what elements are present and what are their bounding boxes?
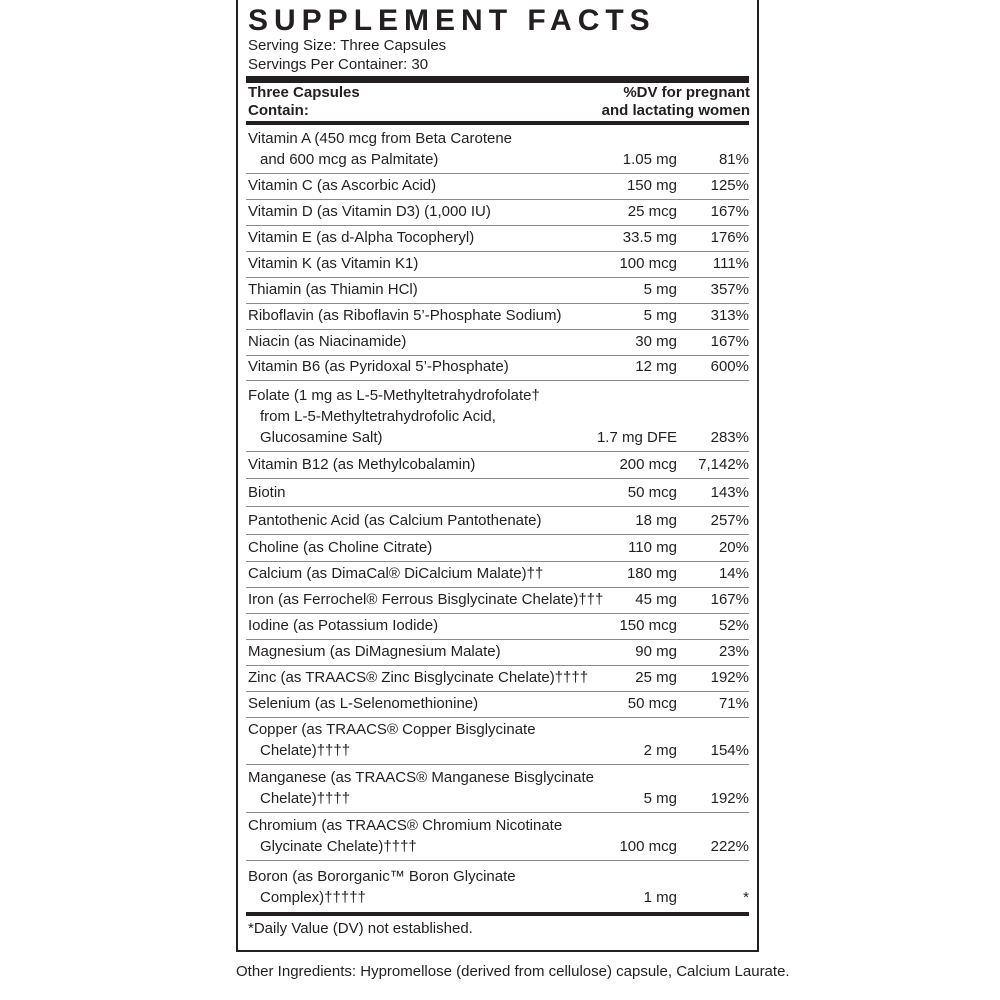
header-right-line1: %DV for pregnant bbox=[623, 84, 750, 101]
nutrient-amount: 150 mg bbox=[626, 177, 677, 194]
nutrient-amount: 1.7 mg DFE bbox=[596, 429, 677, 446]
nutrient-name bbox=[248, 719, 536, 761]
nutrient-name-line: Glycinate Chelate)†††† bbox=[260, 838, 417, 855]
nutrient-name bbox=[248, 454, 475, 475]
nutrient-row bbox=[246, 252, 749, 278]
nutrient-row bbox=[246, 692, 749, 718]
nutrient-daily-value: 23% bbox=[718, 643, 749, 660]
nutrient-row bbox=[246, 562, 749, 588]
nutrient-amount: 5 mg bbox=[643, 790, 677, 807]
nutrient-row bbox=[246, 614, 749, 640]
nutrient-name bbox=[248, 279, 418, 300]
nutrient-daily-value: 313% bbox=[710, 307, 749, 324]
nutrient-name bbox=[248, 563, 543, 584]
nutrient-name-line: Zinc (as TRAACS® Zinc Bisglycinate Chelate)†††† bbox=[248, 669, 589, 686]
nutrient-row bbox=[246, 861, 749, 912]
nutrient-name bbox=[248, 331, 406, 352]
other-ingredients: Other Ingredients: Hypromellose (derived from cellulose) capsule, Calcium Laurate. bbox=[236, 963, 790, 980]
nutrient-name-line: Niacin (as Niacinamide) bbox=[248, 333, 407, 350]
nutrient-name-line: Vitamin K (as Vitamin K1) bbox=[248, 255, 419, 272]
nutrient-amount: 1.05 mg bbox=[622, 151, 677, 168]
nutrient-daily-value: 357% bbox=[710, 281, 749, 298]
nutrient-name-line: Iodine (as Potassium Iodide) bbox=[248, 617, 439, 634]
nutrient-name bbox=[248, 482, 286, 503]
nutrient-row bbox=[246, 125, 749, 174]
nutrient-name-line: Vitamin E (as d-Alpha Tocopheryl) bbox=[248, 229, 475, 246]
nutrient-row bbox=[246, 588, 749, 614]
nutrient-name-line: Vitamin D (as Vitamin D3) (1,000 IU) bbox=[248, 203, 491, 220]
nutrient-name bbox=[248, 537, 432, 558]
nutrient-row bbox=[246, 507, 749, 535]
nutrient-amount: 180 mg bbox=[626, 565, 677, 582]
servings-per-container: Servings Per Container: 30 bbox=[248, 56, 429, 73]
nutrient-daily-value: 14% bbox=[718, 565, 749, 582]
nutrient-name-line: Chelate)†††† bbox=[260, 790, 351, 807]
nutrient-name bbox=[248, 866, 516, 908]
nutrient-daily-value: * bbox=[743, 889, 749, 906]
nutrient-amount: 100 mcg bbox=[619, 838, 677, 855]
nutrient-daily-value: 167% bbox=[710, 203, 749, 220]
nutrient-daily-value: 81% bbox=[718, 151, 749, 168]
nutrient-name bbox=[248, 615, 438, 636]
nutrient-daily-value: 111% bbox=[712, 255, 749, 272]
nutrient-amount: 90 mg bbox=[635, 643, 677, 660]
nutrient-name bbox=[248, 201, 491, 222]
nutrient-row bbox=[246, 535, 749, 562]
nutrient-name-line: Riboflavin (as Riboflavin 5’-Phosphate Sodium) bbox=[248, 307, 562, 324]
supplement-facts-panel bbox=[236, 0, 759, 952]
nutrient-name bbox=[248, 641, 501, 662]
nutrient-daily-value: 52% bbox=[718, 617, 749, 634]
nutrient-name bbox=[248, 667, 588, 688]
nutrient-amount: 1 mg bbox=[643, 889, 677, 906]
nutrient-name-line: Calcium (as DimaCal® DiCalcium Malate)†† bbox=[248, 565, 544, 582]
nutrient-name-line: Biotin bbox=[248, 484, 286, 501]
nutrient-name bbox=[248, 253, 418, 274]
nutrient-name-line: Pantothenic Acid (as Calcium Pantothenate) bbox=[248, 512, 542, 529]
nutrient-daily-value: 167% bbox=[710, 591, 749, 608]
nutrient-amount: 50 mcg bbox=[627, 484, 677, 501]
nutrient-amount: 25 mcg bbox=[627, 203, 677, 220]
nutrient-row bbox=[246, 718, 749, 765]
nutrient-row bbox=[246, 304, 749, 330]
nutrient-name bbox=[248, 305, 562, 326]
nutrient-daily-value: 176% bbox=[710, 229, 749, 246]
nutrient-name bbox=[248, 510, 542, 531]
nutrient-name bbox=[248, 128, 512, 170]
nutrient-name bbox=[248, 767, 594, 809]
nutrient-daily-value: 192% bbox=[710, 669, 749, 686]
nutrient-daily-value: 20% bbox=[718, 539, 749, 556]
nutrient-row bbox=[246, 666, 749, 692]
nutrient-amount: 50 mcg bbox=[627, 695, 677, 712]
header-left-line2: Contain: bbox=[248, 102, 309, 119]
nutrient-amount: 5 mg bbox=[643, 281, 677, 298]
nutrient-daily-value: 257% bbox=[710, 512, 749, 529]
nutrient-daily-value: 154% bbox=[710, 742, 749, 759]
nutrient-name-line: Copper (as TRAACS® Copper Bisglycinate bbox=[248, 721, 536, 738]
nutrient-amount: 100 mcg bbox=[619, 255, 677, 272]
nutrient-amount: 200 mcg bbox=[619, 456, 677, 473]
nutrient-daily-value: 125% bbox=[710, 177, 749, 194]
header-left-line1: Three Capsules bbox=[248, 84, 360, 101]
thick-divider-bottom bbox=[246, 912, 749, 916]
nutrient-name-line: Folate (1 mg as L-5-Methyltetrahydrofolate† bbox=[248, 387, 540, 404]
nutrient-name-line: from L-5-Methyltetrahydrofolic Acid, bbox=[260, 408, 496, 425]
nutrient-daily-value: 71% bbox=[718, 695, 749, 712]
nutrient-name-line: Vitamin B12 (as Methylcobalamin) bbox=[248, 456, 476, 473]
nutrient-amount: 30 mg bbox=[635, 333, 677, 350]
nutrient-amount: 45 mg bbox=[635, 591, 677, 608]
nutrient-row bbox=[246, 381, 749, 452]
nutrient-daily-value: 600% bbox=[710, 358, 749, 375]
nutrient-amount: 150 mcg bbox=[619, 617, 677, 634]
nutrient-amount: 110 mg bbox=[628, 539, 677, 556]
nutrient-daily-value: 167% bbox=[710, 333, 749, 350]
nutrient-row bbox=[246, 479, 749, 507]
nutrient-row bbox=[246, 174, 749, 200]
nutrient-name-line: Thiamin (as Thiamin HCl) bbox=[248, 281, 418, 298]
nutrient-row bbox=[246, 356, 749, 381]
nutrient-row bbox=[246, 226, 749, 252]
nutrient-amount: 18 mg bbox=[635, 512, 677, 529]
nutrient-row bbox=[246, 200, 749, 226]
nutrient-name-line: and 600 mcg as Palmitate) bbox=[260, 151, 439, 168]
nutrient-name bbox=[248, 589, 603, 610]
nutrient-name-line: Magnesium (as DiMagnesium Malate) bbox=[248, 643, 501, 660]
nutrient-name-line: Chelate)†††† bbox=[260, 742, 351, 759]
nutrient-amount: 33.5 mg bbox=[622, 229, 677, 246]
nutrient-name bbox=[248, 175, 436, 196]
nutrient-amount: 12 mg bbox=[635, 358, 677, 375]
nutrient-amount: 2 mg bbox=[643, 742, 677, 759]
nutrient-name-line: Iron (as Ferrochel® Ferrous Bisglycinate Chelate)††† bbox=[248, 591, 604, 608]
nutrient-name bbox=[248, 693, 478, 714]
nutrient-name-line: Selenium (as L-Selenomethionine) bbox=[248, 695, 479, 712]
nutrient-row bbox=[246, 765, 749, 813]
nutrient-daily-value: 192% bbox=[710, 790, 749, 807]
nutrient-row bbox=[246, 452, 749, 479]
thick-divider-top bbox=[246, 76, 749, 83]
nutrient-name-line: Manganese (as TRAACS® Manganese Bisglycinate bbox=[248, 769, 594, 786]
nutrient-daily-value: 7,142% bbox=[698, 456, 749, 473]
nutrient-name-line: Glucosamine Salt) bbox=[260, 429, 383, 446]
nutrient-name bbox=[248, 227, 474, 248]
nutrient-name-line: Choline (as Choline Citrate) bbox=[248, 539, 433, 556]
nutrient-name-line: Complex)††††† bbox=[260, 889, 366, 906]
nutrient-daily-value: 283% bbox=[710, 429, 749, 446]
nutrient-name-line: Vitamin B6 (as Pyridoxal 5’-Phosphate) bbox=[248, 358, 509, 375]
nutrient-name bbox=[248, 356, 509, 377]
nutrient-name bbox=[248, 815, 562, 857]
nutrient-amount: 25 mg bbox=[635, 669, 677, 686]
nutrient-row bbox=[246, 278, 749, 304]
nutrient-amount: 5 mg bbox=[643, 307, 677, 324]
nutrient-row bbox=[246, 813, 749, 861]
serving-size: Serving Size: Three Capsules bbox=[248, 37, 447, 54]
panel-title: SUPPLEMENT FACTS bbox=[248, 4, 656, 37]
nutrient-name bbox=[248, 385, 540, 448]
footnote: *Daily Value (DV) not established. bbox=[248, 920, 473, 937]
nutrient-row bbox=[246, 640, 749, 666]
nutrient-daily-value: 222% bbox=[710, 838, 749, 855]
nutrient-daily-value: 143% bbox=[710, 484, 749, 501]
nutrient-name-line: Vitamin A (450 mcg from Beta Carotene bbox=[248, 130, 513, 147]
nutrient-name-line: Vitamin C (as Ascorbic Acid) bbox=[248, 177, 437, 194]
nutrient-name-line: Chromium (as TRAACS® Chromium Nicotinate bbox=[248, 817, 563, 834]
nutrient-row bbox=[246, 330, 749, 356]
nutrient-name-line: Boron (as Bororganic™ Boron Glycinate bbox=[248, 868, 516, 885]
header-right-line2: and lactating women bbox=[601, 102, 750, 119]
